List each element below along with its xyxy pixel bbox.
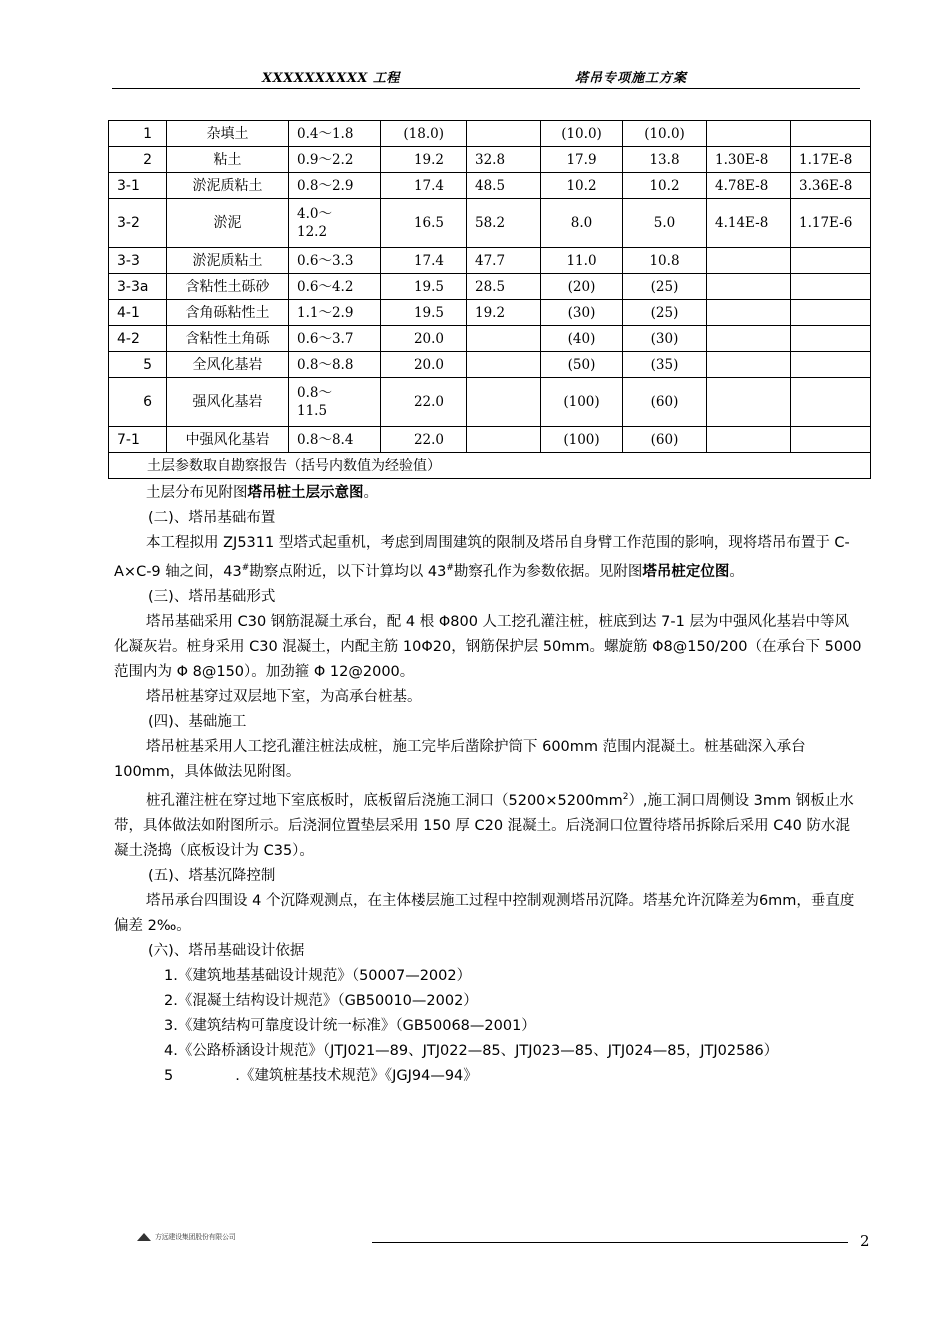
table-cell-c4: 32.8 [467,147,541,173]
logo-mark-icon [137,1233,151,1241]
table-cell-c4 [467,326,541,352]
table-cell-id: 3-2 [109,199,167,248]
table-cell-c3: (18.0) [381,121,467,147]
section-heading-layout: (二)、塔吊基础布置 [148,510,276,526]
table-cell-c7 [707,121,791,147]
table-row [109,274,871,300]
table-cell-c4 [467,378,541,427]
section-heading-construction: (四)、基础施工 [148,713,247,730]
table-cell-name: 淤泥 [167,199,289,248]
soil-parameter-table [108,120,871,479]
table-row [109,121,871,147]
table-cell-name: 强风化基岩 [167,378,289,427]
table-cell-c7 [707,427,791,453]
table-cell-c3: 17.4 [381,248,467,274]
table-cell-c4: 47.7 [467,248,541,274]
table-cell-c5: (100) [541,427,623,453]
table-cell-c7: 4.14E-8 [707,199,791,248]
table-cell-c4: 48.5 [467,173,541,199]
table-cell-c6: (35) [623,352,707,378]
table-cell-depth: 0.6～3.3 [289,248,381,274]
table-row [109,199,871,248]
reference-item: 1.《建筑地基基础设计规范》（50007—2002） [164,967,472,984]
header-project-title: XXXXXXXXXX 工程 [262,71,400,86]
table-cell-name: 淤泥质粘土 [167,248,289,274]
table-cell-id: 3-1 [109,173,167,199]
table-cell-id: 3-3 [109,248,167,274]
table-cell-c5: 17.9 [541,147,623,173]
table-row [109,248,871,274]
table-cell-c8 [791,121,871,147]
section-heading-form: (三)、塔吊基础形式 [148,588,276,605]
table-cell-c3: 20.0 [381,326,467,352]
table-cell-c6: 5.0 [623,199,707,248]
table-cell-c8: 3.36E-8 [791,173,871,199]
table-cell-depth: 0.8～8.8 [289,352,381,378]
paragraph-soil-ref: 土层分布见附图塔吊桩土层示意图。 [146,485,378,501]
table-cell-c4: 19.2 [467,300,541,326]
table-cell-c4 [467,427,541,453]
header-rule [112,88,860,89]
table-row [109,427,871,453]
table-cell-c5: 11.0 [541,248,623,274]
table-cell-c6: 13.8 [623,147,707,173]
table-note: 土层参数取自勘察报告（括号内数值为经验值） [109,453,871,479]
table-cell-c8: 1.17E-6 [791,199,871,248]
paragraph-opening: 桩孔灌注桩在穿过地下室底板时，底板留后浇施工洞口$(5200\times 5200mm^2)$,施工洞口周侧设 3mm 钢板止水带，具体做法如附图所示。后浇洞位置垫层采用 150 厚 C20 混凝土。后浇洞口位置待塔吊拆除后采用 C40 防水混凝土浇捣（底板设计为 C35）。 [114,791,854,859]
paragraph-high-cap: 塔吊桩基穿过双层地下室，为高承台桩基。 [146,688,422,705]
table-cell-c5: (50) [541,352,623,378]
table-cell-c5: (40) [541,326,623,352]
paragraph-construction: 塔吊桩基采用人工挖孔灌注桩法成桩，施工完毕后凿除护筒下 600mm 范围内混凝土。桩基础深入承台 100mm，具体做法见附图。 [114,738,806,780]
table-cell-c4 [467,121,541,147]
table-cell-c4: 58.2 [467,199,541,248]
table-row [109,173,871,199]
table-cell-c4 [467,352,541,378]
table-cell-c5: (30) [541,300,623,326]
table-cell-c7 [707,326,791,352]
section-heading-basis: (六)、塔吊基础设计依据 [148,942,305,959]
document-body [114,481,862,1089]
table-cell-name: 含粘性土角砾 [167,326,289,352]
table-cell-c3: 19.5 [381,274,467,300]
table-cell-c3: 17.4 [381,173,467,199]
table-cell-id: 1 [109,121,167,147]
table-cell-depth: 0.8～2.9 [289,173,381,199]
company-name: 方远建设集团股份有限公司 [155,1233,236,1241]
table-cell-c6: (60) [623,378,707,427]
paragraph-settlement: 塔吊承台四围设 4 个沉降观测点，在主体楼层施工过程中控制观测塔吊沉降。塔基允许沉降差为6mm，垂直度偏差 2‰。 [114,892,855,934]
table-cell-depth: 1.1～2.9 [289,300,381,326]
table-cell-name: 杂填土 [167,121,289,147]
paragraph-layout: 本工程拟用 ZJ5311 型塔式起重机，考虑到周围建筑的限制及塔吊自身臂工作范围的影响，现将塔吊布置于 C-A×C-9 轴之间，43#勘察点附近，以下计算均以 43#勘察孔作为参数依据。见附图塔吊桩定位图。 [114,535,850,580]
table-cell-name: 淤泥质粘土 [167,173,289,199]
table-cell-id: 6 [109,378,167,427]
table-cell-id: 4-2 [109,326,167,352]
table-cell-c8 [791,300,871,326]
table-cell-name: 中强风化基岩 [167,427,289,453]
table-cell-depth: 0.6～4.2 [289,274,381,300]
table-cell-name: 粘土 [167,147,289,173]
table-cell-id: 3-3a [109,274,167,300]
table-cell-c6: 10.8 [623,248,707,274]
table-cell-c5: (10.0) [541,121,623,147]
table-cell-c5: (20) [541,274,623,300]
table-cell-c5: (100) [541,378,623,427]
header-doc-title: 塔吊专项施工方案 [575,71,688,86]
table-cell-c6: (10.0) [623,121,707,147]
table-cell-c6: (60) [623,427,707,453]
table-cell-c7 [707,378,791,427]
table-cell-depth: 4.0～ 12.2 [289,199,381,248]
company-logo [137,1233,277,1243]
table-cell-c3: 19.2 [381,147,467,173]
table-cell-c7: 1.30E-8 [707,147,791,173]
table-cell-name: 含角砾粘性土 [167,300,289,326]
table-cell-c8 [791,274,871,300]
table-cell-c7: 4.78E-8 [707,173,791,199]
table-row [109,300,871,326]
table-cell-c4: 28.5 [467,274,541,300]
table-cell-c3: 22.0 [381,378,467,427]
table-cell-c7 [707,300,791,326]
reference-item: 3.《建筑结构可靠度设计统一标准》（GB50068—2001） [164,1017,536,1034]
table-row [109,378,871,427]
table-cell-c7 [707,274,791,300]
table-cell-c8 [791,248,871,274]
table-cell-depth: 0.4～1.8 [289,121,381,147]
table-cell-name: 含粘性土砾砂 [167,274,289,300]
table-cell-c3: 22.0 [381,427,467,453]
table-cell-id: 2 [109,147,167,173]
table-cell-depth: 0.9～2.2 [289,147,381,173]
table-cell-c7 [707,248,791,274]
table-cell-c3: 19.5 [381,300,467,326]
page-number: 2 [860,1232,870,1250]
reference-item: 5 .《建筑桩基技术规范》《JGJ94—94》 [164,1067,478,1084]
table-cell-c8 [791,352,871,378]
table-cell-c5: 8.0 [541,199,623,248]
table-cell-c6: (30) [623,326,707,352]
table-cell-depth: 0.6～3.7 [289,326,381,352]
table-cell-depth: 0.8～ 11.5 [289,378,381,427]
table-cell-depth: 0.8～8.4 [289,427,381,453]
table-row [109,147,871,173]
reference-item: 2.《混凝土结构设计规范》（GB50010—2002） [164,992,478,1009]
table-cell-c8 [791,378,871,427]
reference-item: 4.《公路桥涵设计规范》（JTJ021—89、JTJ022—85、JTJ023—85、JTJ024—85，JTJ02586） [164,1042,779,1059]
table-row [109,326,871,352]
table-cell-c6: (25) [623,300,707,326]
table-cell-c5: 10.2 [541,173,623,199]
table-cell-c3: 16.5 [381,199,467,248]
table-cell-c6: 10.2 [623,173,707,199]
paragraph-form: 塔吊基础采用 C30 钢筋混凝土承台，配 4 根 Φ800 人工挖孔灌注桩，桩底到达 7-1 层为中强风化基岩中等风化凝灰岩。桩身采用 C30 混凝土，内配主筋 10Φ20，钢筋保护层 50mm。螺旋筋 Φ8@150/200（在承台下 5000 范围内为 Φ 8@150）。加劲箍 Φ 12@2000。 [114,613,862,680]
footer-rule [372,1242,848,1243]
table-cell-c8 [791,326,871,352]
table-cell-c3: 20.0 [381,352,467,378]
table-cell-id: 7-1 [109,427,167,453]
table-cell-c8: 1.17E-8 [791,147,871,173]
table-cell-id: 4-1 [109,300,167,326]
table-cell-c7 [707,352,791,378]
table-row [109,352,871,378]
table-cell-c8 [791,427,871,453]
table-cell-c6: (25) [623,274,707,300]
table-cell-id: 5 [109,352,167,378]
section-heading-settlement: (五)、塔基沉降控制 [148,867,276,884]
table-cell-name: 全风化基岩 [167,352,289,378]
